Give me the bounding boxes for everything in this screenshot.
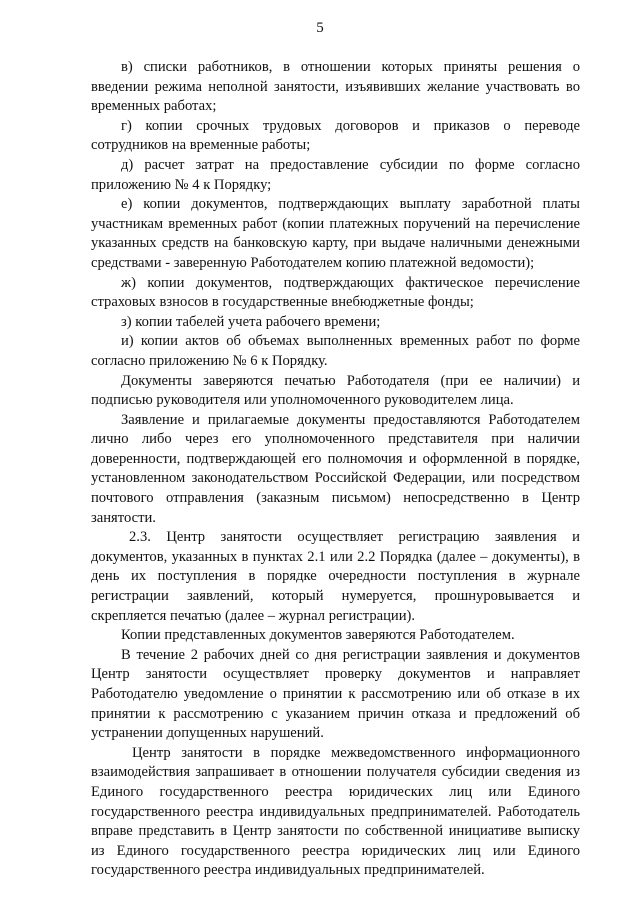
paragraph-registry-request: Центр занятости в порядке межведомственного информационного взаимодействия запрашивает в отношении получателя субсидии сведения из Единого государственного реестра юридических лиц или Единого государственного реестра индивидуальных предпринимателей. Работодатель вправе представить в Центр занятости по собственной инициативе выписку из Единого государственного реестра юридических лиц или Единого государственного реестра индивидуальных предпринимателей. <box>91 744 580 879</box>
list-item-v: в) списки работников, в отношении которых приняты решения о введении режима неполной занятости, изъявивших желание участвовать во временных работах; <box>91 59 580 115</box>
paragraph-copies: Копии представленных документов заверяются Работодателем. <box>121 627 515 644</box>
list-item-d: д) расчет затрат на предоставление субсидии по форме согласно приложению № 4 к Порядку; <box>91 156 580 193</box>
paragraph-certification: Документы заверяются печатью Работодателя (при ее наличии) и подписью руководителя или уполномоченного руководителем лица. <box>91 372 580 409</box>
list-item-g: г) копии срочных трудовых договоров и приказов о переводе сотрудников на временные работы; <box>91 117 580 154</box>
paragraph-review: В течение 2 рабочих дней со дня регистрации заявления и документов Центр занятости осуществляет проверку документов и направляет Работодателю уведомление о принятии к рассмотрению или об отказе в их принятии к рассмотрению с указанием причин отказа и предложений об устранении допущенных нарушений. <box>91 646 580 742</box>
list-item-e: е) копии документов, подтверждающих выплату заработной платы участникам временных работ (копии платежных поручений на перечисление указанных средств на банковскую карту, при выдаче наличными денежными средствами - заверенную Работодателем копию платежной ведомости); <box>91 196 580 271</box>
list-item-i: и) копии актов об объемах выполненных временных работ по форме согласно приложению № 6 к Порядку. <box>91 333 580 369</box>
document-body <box>91 58 580 881</box>
paragraph-submission: Заявление и прилагаемые документы предоставляются Работодателем лично либо через его уполномоченного представителя при наличии доверенности, подтверждающей его полномочия и оформленной в порядке, установленном законодательством Российской Федерации, или посредством почтового отправления (заказным письмом) непосредственно в Центр занятости. <box>91 411 580 526</box>
paragraph-2-3: 2.3. Центр занятости осуществляет регистрацию заявления и документов, указанных в пунктах 2.1 или 2.2 Порядка (далее – документы), в день их поступления в порядке очередности поступления в журнале регистрации заявлений, который нумеруется, прошнуровывается и скрепляется печатью (далее – журнал регистрации). <box>91 529 580 624</box>
list-item-zh: ж) копии документов, подтверждающих фактическое перечисление страховых взносов в государственные внебюджетные фонды; <box>91 274 580 311</box>
list-item-z: з) копии табелей учета рабочего времени; <box>121 313 381 330</box>
page-number: 5 <box>316 20 324 36</box>
